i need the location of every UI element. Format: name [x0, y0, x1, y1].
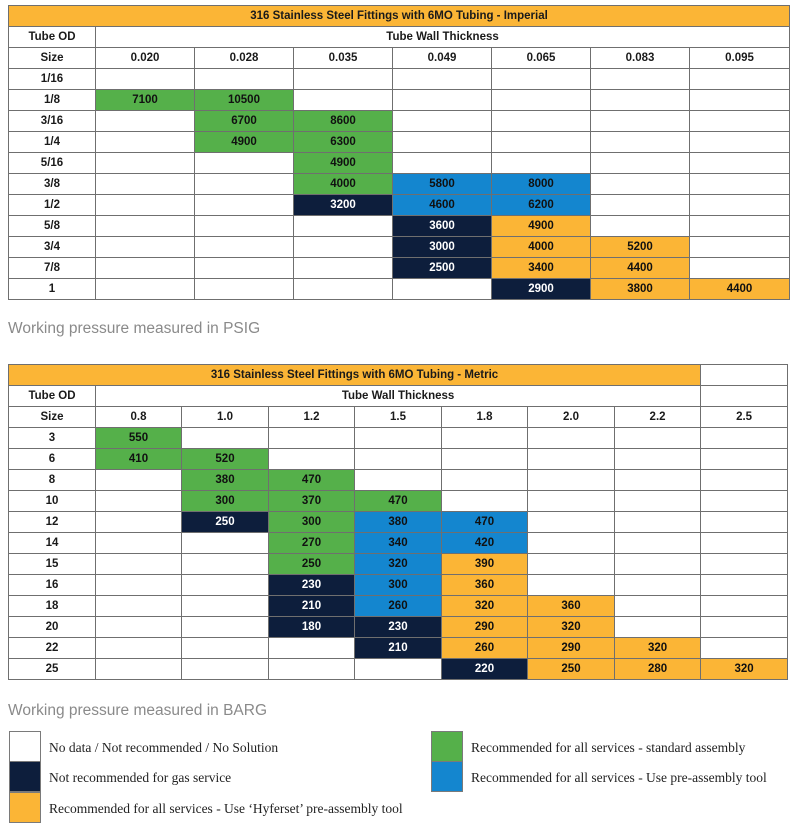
row-size-label: 1/4 [9, 132, 96, 153]
pressure-cell: 280 [615, 659, 701, 680]
pressure-cell [393, 132, 492, 153]
pressure-cell: 4600 [393, 195, 492, 216]
table-row [9, 596, 788, 617]
pressure-cell [615, 596, 701, 617]
pressure-cell: 470 [442, 512, 528, 533]
legend-label: Recommended for all services - standard assembly [471, 740, 746, 755]
pressure-cell: 4900 [492, 216, 591, 237]
pressure-cell [690, 132, 790, 153]
pressure-cell [591, 90, 690, 111]
pressure-cell [528, 512, 615, 533]
pressure-cell [269, 428, 355, 449]
pressure-cell [690, 69, 790, 90]
table-row [9, 279, 790, 300]
row-size-label: 3/8 [9, 174, 96, 195]
pressure-cell: 380 [182, 470, 269, 491]
table-row [9, 470, 788, 491]
pressure-cell: 2500 [393, 258, 492, 279]
pressure-cell [269, 659, 355, 680]
pressure-cell [96, 174, 195, 195]
legend-item-not-for-gas [9, 761, 231, 792]
metric-pressure-table [8, 364, 788, 680]
pressure-cell [294, 90, 393, 111]
pressure-cell [96, 575, 182, 596]
pressure-cell: 470 [269, 470, 355, 491]
pressure-cell [96, 69, 195, 90]
pressure-cell: 6200 [492, 195, 591, 216]
pressure-cell [96, 533, 182, 554]
pressure-cell [615, 428, 701, 449]
pressure-cell [269, 638, 355, 659]
pressure-cell [96, 491, 182, 512]
legend-label: No data / Not recommended / No Solution [49, 740, 279, 755]
pressure-cell [701, 575, 788, 596]
pressure-cell [355, 449, 442, 470]
pressure-cell [96, 512, 182, 533]
pressure-cell [701, 470, 788, 491]
pressure-cell: 6700 [195, 111, 294, 132]
pressure-cell [182, 638, 269, 659]
row-size-label: 5/16 [9, 153, 96, 174]
pressure-cell [269, 449, 355, 470]
pressure-cell: 320 [615, 638, 701, 659]
pressure-cell [96, 237, 195, 258]
pressure-cell [294, 258, 393, 279]
pressure-cell: 250 [182, 512, 269, 533]
pressure-cell [442, 449, 528, 470]
pressure-cell [182, 596, 269, 617]
pressure-cell: 320 [442, 596, 528, 617]
pressure-cell [492, 111, 591, 132]
row-size-label: 20 [9, 617, 96, 638]
column-header: 1.0 [182, 407, 269, 428]
table-row [9, 659, 788, 680]
imperial-table-title: 316 Stainless Steel Fittings with 6MO Tubing - Imperial [9, 6, 790, 27]
pressure-cell: 4900 [195, 132, 294, 153]
table-row [9, 554, 788, 575]
table-row [9, 449, 788, 470]
pressure-cell [690, 258, 790, 279]
pressure-cell [528, 575, 615, 596]
pressure-cell [96, 153, 195, 174]
title-blank-cell [701, 365, 788, 386]
legend-item-standard-assembly [431, 731, 745, 762]
pressure-cell: 300 [355, 575, 442, 596]
pressure-cell [701, 491, 788, 512]
pressure-cell [492, 132, 591, 153]
pressure-cell [195, 279, 294, 300]
pressure-cell: 360 [528, 596, 615, 617]
table-row [9, 195, 790, 216]
pressure-cell [96, 216, 195, 237]
header-blank-cell [701, 386, 788, 407]
pressure-cell [591, 69, 690, 90]
column-header: 0.049 [393, 48, 492, 69]
table-row [9, 512, 788, 533]
pressure-cell: 250 [528, 659, 615, 680]
pressure-cell [591, 153, 690, 174]
pressure-cell [528, 428, 615, 449]
tube-od-header: Tube OD [9, 27, 96, 48]
pressure-cell [96, 132, 195, 153]
pressure-cell [615, 554, 701, 575]
row-size-label: 1/16 [9, 69, 96, 90]
pressure-cell: 270 [269, 533, 355, 554]
pressure-cell [690, 195, 790, 216]
metric-table-title: 316 Stainless Steel Fittings with 6MO Tubing - Metric [9, 365, 701, 386]
pressure-cell [701, 449, 788, 470]
pressure-cell [96, 638, 182, 659]
pressure-cell [96, 470, 182, 491]
row-size-label: 25 [9, 659, 96, 680]
pressure-cell: 300 [269, 512, 355, 533]
pressure-cell: 3400 [492, 258, 591, 279]
table-row [9, 575, 788, 596]
legend-swatch [9, 792, 41, 823]
pressure-cell [701, 617, 788, 638]
legend-item-pre-assembly-tool [431, 761, 767, 792]
pressure-cell [701, 533, 788, 554]
legend-swatch [9, 731, 41, 762]
table-row [9, 617, 788, 638]
pressure-cell [690, 174, 790, 195]
pressure-cell [355, 470, 442, 491]
pressure-cell: 390 [442, 554, 528, 575]
pressure-cell [701, 638, 788, 659]
column-header: 0.020 [96, 48, 195, 69]
legend-label: Not recommended for gas service [49, 770, 232, 785]
row-size-label: 3/16 [9, 111, 96, 132]
column-header: 0.8 [96, 407, 182, 428]
pressure-cell [701, 512, 788, 533]
pressure-cell [393, 153, 492, 174]
table-row [9, 428, 788, 449]
pressure-cell: 4400 [690, 279, 790, 300]
table-row [9, 237, 790, 258]
table-row [9, 174, 790, 195]
row-size-label: 1/8 [9, 90, 96, 111]
row-size-label: 18 [9, 596, 96, 617]
column-header: 2.5 [701, 407, 788, 428]
pressure-cell [195, 258, 294, 279]
tube-od-header: Tube OD [9, 386, 96, 407]
imperial-units-note: Working pressure measured in PSIG [8, 320, 261, 337]
column-header: 0.035 [294, 48, 393, 69]
table-row [9, 491, 788, 512]
legend-item-no-data [9, 731, 278, 762]
pressure-cell [195, 216, 294, 237]
row-size-label: 6 [9, 449, 96, 470]
imperial-pressure-table [8, 5, 790, 300]
pressure-cell [492, 90, 591, 111]
legend-item-hyferset-tool [9, 792, 403, 823]
table-row [9, 153, 790, 174]
table-row [9, 258, 790, 279]
column-header: 1.2 [269, 407, 355, 428]
pressure-cell [690, 153, 790, 174]
pressure-cell [195, 69, 294, 90]
pressure-cell: 7100 [96, 90, 195, 111]
pressure-cell: 2900 [492, 279, 591, 300]
pressure-cell [442, 428, 528, 449]
pressure-cell: 4400 [591, 258, 690, 279]
pressure-cell: 550 [96, 428, 182, 449]
pressure-cell: 300 [182, 491, 269, 512]
pressure-cell: 340 [355, 533, 442, 554]
pressure-cell [96, 659, 182, 680]
pressure-cell: 4000 [492, 237, 591, 258]
pressure-cell [294, 69, 393, 90]
pressure-cell: 420 [442, 533, 528, 554]
column-header: 0.028 [195, 48, 294, 69]
pressure-cell: 520 [182, 449, 269, 470]
pressure-cell [195, 195, 294, 216]
pressure-cell [182, 554, 269, 575]
pressure-cell: 6300 [294, 132, 393, 153]
pressure-cell [393, 111, 492, 132]
column-header: 1.8 [442, 407, 528, 428]
pressure-cell [591, 174, 690, 195]
column-header: 2.2 [615, 407, 701, 428]
pressure-cell: 3000 [393, 237, 492, 258]
pressure-cell [393, 69, 492, 90]
pressure-cell: 210 [355, 638, 442, 659]
row-size-label: 10 [9, 491, 96, 512]
pressure-cell [355, 659, 442, 680]
pressure-cell: 370 [269, 491, 355, 512]
pressure-cell [492, 153, 591, 174]
pressure-cell: 8000 [492, 174, 591, 195]
legend-swatch [431, 731, 463, 762]
pressure-cell: 470 [355, 491, 442, 512]
table-row [9, 533, 788, 554]
pressure-cell [294, 216, 393, 237]
pressure-cell [195, 237, 294, 258]
pressure-cell: 360 [442, 575, 528, 596]
pressure-cell [615, 449, 701, 470]
pressure-cell: 210 [269, 596, 355, 617]
column-header: 0.083 [591, 48, 690, 69]
pressure-cell [615, 533, 701, 554]
pressure-cell [393, 279, 492, 300]
pressure-cell [591, 111, 690, 132]
pressure-cell [591, 132, 690, 153]
column-header: 0.095 [690, 48, 790, 69]
pressure-cell [442, 491, 528, 512]
pressure-cell [492, 69, 591, 90]
pressure-cell [528, 491, 615, 512]
pressure-cell [690, 237, 790, 258]
metric-units-note: Working pressure measured in BARG [8, 702, 268, 719]
pressure-cell: 230 [355, 617, 442, 638]
pressure-cell [96, 195, 195, 216]
row-size-label: 7/8 [9, 258, 96, 279]
pressure-cell: 220 [442, 659, 528, 680]
pressure-cell [615, 491, 701, 512]
legend-label: Recommended for all services - Use ‘Hyferset’ pre-assembly tool [49, 801, 403, 816]
pressure-cell: 10500 [195, 90, 294, 111]
legend-swatch [431, 761, 463, 792]
pressure-cell [528, 449, 615, 470]
pressure-cell [528, 470, 615, 491]
row-size-label: 14 [9, 533, 96, 554]
pressure-cell [615, 617, 701, 638]
pressure-cell: 5800 [393, 174, 492, 195]
pressure-cell: 4000 [294, 174, 393, 195]
pressure-cell [294, 279, 393, 300]
pressure-cell [690, 216, 790, 237]
pressure-cell [96, 617, 182, 638]
row-size-label: 1 [9, 279, 96, 300]
column-header: 1.5 [355, 407, 442, 428]
pressure-cell [96, 258, 195, 279]
table-row [9, 69, 790, 90]
table-row [9, 638, 788, 659]
pressure-cell [182, 659, 269, 680]
pressure-cell: 4900 [294, 153, 393, 174]
pressure-cell: 290 [528, 638, 615, 659]
table-row [9, 111, 790, 132]
pressure-cell [96, 279, 195, 300]
pressure-cell [591, 195, 690, 216]
pressure-cell: 320 [701, 659, 788, 680]
pressure-cell [528, 554, 615, 575]
legend-label: Recommended for all services - Use pre-assembly tool [471, 770, 767, 785]
pressure-cell [615, 575, 701, 596]
table-row [9, 90, 790, 111]
pressure-cell [615, 470, 701, 491]
pressure-cell [294, 237, 393, 258]
pressure-cell: 3200 [294, 195, 393, 216]
pressure-cell [393, 90, 492, 111]
pressure-cell [690, 90, 790, 111]
pressure-cell: 320 [528, 617, 615, 638]
pressure-cell: 5200 [591, 237, 690, 258]
pressure-cell: 320 [355, 554, 442, 575]
pressure-cell [96, 554, 182, 575]
pressure-cell [182, 575, 269, 596]
pressure-cell: 260 [355, 596, 442, 617]
pressure-cell: 290 [442, 617, 528, 638]
pressure-cell: 3600 [393, 216, 492, 237]
size-header: Size [9, 48, 96, 69]
pressure-cell: 250 [269, 554, 355, 575]
pressure-cell: 410 [96, 449, 182, 470]
pressure-cell [96, 111, 195, 132]
pressure-cell [591, 216, 690, 237]
pressure-cell: 180 [269, 617, 355, 638]
table-row [9, 216, 790, 237]
row-size-label: 3/4 [9, 237, 96, 258]
pressure-cell [615, 512, 701, 533]
pressure-cell: 230 [269, 575, 355, 596]
pressure-cell [701, 596, 788, 617]
pressure-cell: 260 [442, 638, 528, 659]
pressure-cell [442, 470, 528, 491]
legend-swatch [9, 761, 41, 792]
pressure-cell: 3800 [591, 279, 690, 300]
pressure-cell [701, 428, 788, 449]
wall-thickness-header: Tube Wall Thickness [96, 386, 701, 407]
pressure-cell [182, 617, 269, 638]
pressure-cell [195, 153, 294, 174]
row-size-label: 15 [9, 554, 96, 575]
row-size-label: 8 [9, 470, 96, 491]
wall-thickness-header: Tube Wall Thickness [96, 27, 790, 48]
pressure-cell [195, 174, 294, 195]
pressure-cell [355, 428, 442, 449]
column-header: 0.065 [492, 48, 591, 69]
pressure-cell [690, 111, 790, 132]
pressure-cell [701, 554, 788, 575]
row-size-label: 16 [9, 575, 96, 596]
size-header: Size [9, 407, 96, 428]
row-size-label: 22 [9, 638, 96, 659]
pressure-cell [528, 533, 615, 554]
column-header: 2.0 [528, 407, 615, 428]
pressure-cell: 8600 [294, 111, 393, 132]
row-size-label: 5/8 [9, 216, 96, 237]
row-size-label: 3 [9, 428, 96, 449]
table-row [9, 132, 790, 153]
pressure-cell [182, 533, 269, 554]
row-size-label: 12 [9, 512, 96, 533]
pressure-cell: 380 [355, 512, 442, 533]
pressure-cell [96, 596, 182, 617]
row-size-label: 1/2 [9, 195, 96, 216]
pressure-cell [182, 428, 269, 449]
